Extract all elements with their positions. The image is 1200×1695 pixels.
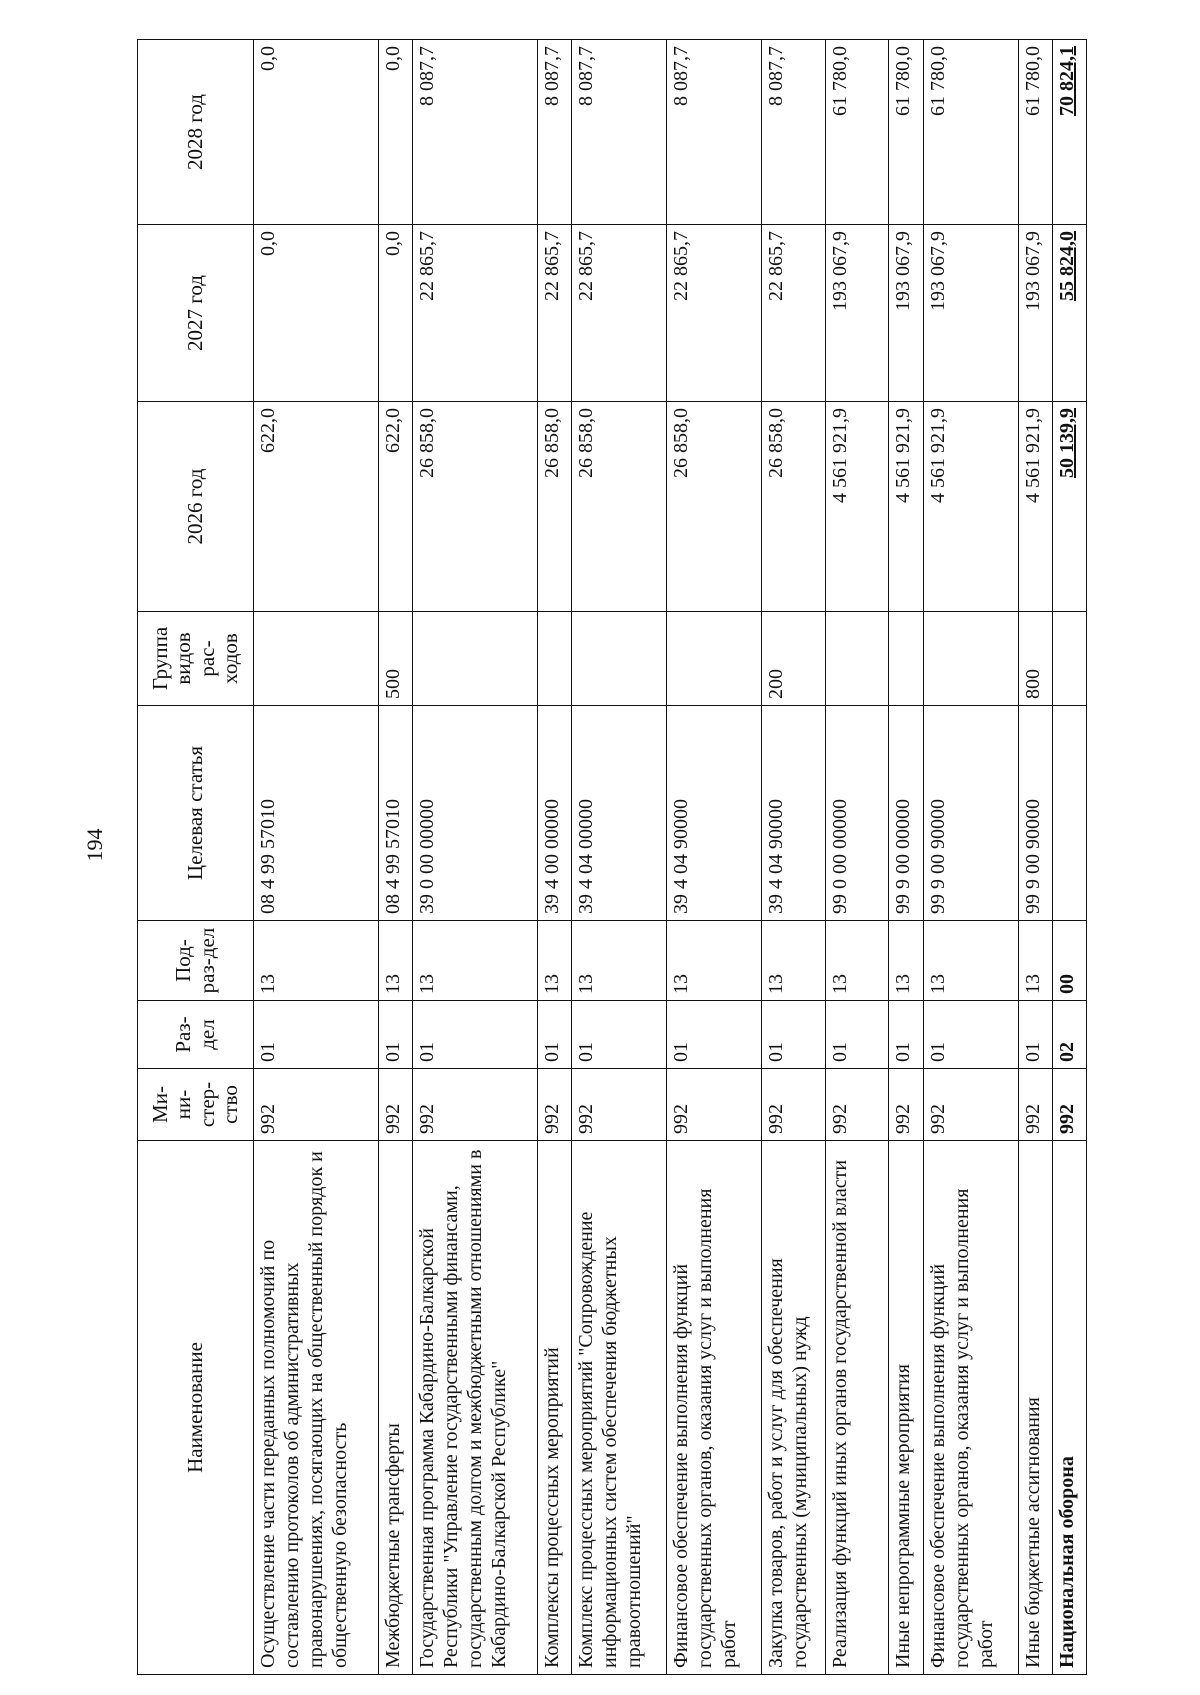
cell-section: 01: [254, 1001, 379, 1069]
cell-target: 39 0 00 00000: [412, 706, 537, 921]
cell-expense-group: [1052, 612, 1086, 706]
cell-subsection: 13: [889, 921, 923, 1001]
cell-name: Иные непрограммные мероприятия: [889, 1141, 923, 1675]
cell-name: Межбюджетные трансферты: [378, 1141, 412, 1675]
cell-subsection: 13: [923, 921, 1018, 1001]
cell-2027: 22 865,7: [762, 225, 826, 402]
cell-ministry: 992: [1052, 1069, 1086, 1141]
cell-name: Закупка товаров, работ и услуг для обеспечения государственных (муниципальных) нужд: [762, 1141, 826, 1675]
cell-2027: 193 067,9: [1018, 225, 1052, 402]
table-row: [825, 40, 889, 1675]
table-header-row: [138, 40, 254, 1675]
cell-ministry: 992: [1018, 1069, 1052, 1141]
cell-expense-group: [537, 612, 571, 706]
cell-ministry: 992: [537, 1069, 571, 1141]
cell-name: Реализация функций иных органов государственной власти: [825, 1141, 889, 1675]
cell-section: 01: [825, 1001, 889, 1069]
cell-2026: 26 858,0: [762, 402, 826, 612]
cell-2028: 8 087,7: [571, 40, 666, 225]
cell-section: 01: [571, 1001, 666, 1069]
cell-subsection: 13: [762, 921, 826, 1001]
cell-subsection: 13: [412, 921, 537, 1001]
cell-ministry: 992: [571, 1069, 666, 1141]
cell-section: 01: [537, 1001, 571, 1069]
cell-subsection: 13: [537, 921, 571, 1001]
cell-2026: 4 561 921,9: [889, 402, 923, 612]
cell-2027: 0,0: [254, 225, 379, 402]
table-row: [923, 40, 1018, 1675]
cell-expense-group: 800: [1018, 612, 1052, 706]
table-row: [571, 40, 666, 1675]
cell-2027: 22 865,7: [571, 225, 666, 402]
cell-name: Комплексы процессных мероприятий: [537, 1141, 571, 1675]
cell-2027: 22 865,7: [412, 225, 537, 402]
cell-target: 39 4 04 90000: [762, 706, 826, 921]
cell-2026: 622,0: [254, 402, 379, 612]
rotated-table-wrapper: [137, 40, 1087, 1675]
cell-2027: 193 067,9: [825, 225, 889, 402]
cell-2027: 193 067,9: [923, 225, 1018, 402]
budget-table: [137, 39, 1087, 1675]
cell-2027: 55 824,0: [1052, 225, 1086, 402]
header-expense-group: Группа видов рас-ходов: [138, 612, 254, 706]
cell-subsection: 13: [254, 921, 379, 1001]
cell-2028: 8 087,7: [537, 40, 571, 225]
cell-2026: 4 561 921,9: [825, 402, 889, 612]
cell-2026: 26 858,0: [667, 402, 762, 612]
cell-target: 39 4 00 00000: [537, 706, 571, 921]
cell-name: Государственная программа Кабардино-Балкарской Республики "Управление государственными финансами, государственным долгом и межбюджетными отношениями в Кабардино-Балкарской Республике": [412, 1141, 537, 1675]
total-row: [1052, 40, 1086, 1675]
cell-target: 08 4 99 57010: [378, 706, 412, 921]
cell-ministry: 992: [889, 1069, 923, 1141]
table-row: [1018, 40, 1052, 1675]
cell-target: [1052, 706, 1086, 921]
header-2026: 2026 год: [138, 402, 254, 612]
cell-name: Комплекс процессных мероприятий "Сопровождение информационных систем обеспечения бюджетных правоотношений": [571, 1141, 666, 1675]
cell-section: 01: [923, 1001, 1018, 1069]
cell-section: 02: [1052, 1001, 1086, 1069]
cell-2027: 22 865,7: [667, 225, 762, 402]
cell-name: Иные бюджетные ассигнования: [1018, 1141, 1052, 1675]
cell-name: Национальная оборона: [1052, 1141, 1086, 1675]
table-row: [412, 40, 537, 1675]
table-row: [537, 40, 571, 1675]
cell-expense-group: [825, 612, 889, 706]
cell-ministry: 992: [667, 1069, 762, 1141]
cell-2028: 8 087,7: [412, 40, 537, 225]
cell-2028: 61 780,0: [923, 40, 1018, 225]
cell-target: 08 4 99 57010: [254, 706, 379, 921]
cell-2028: 70 824,1: [1052, 40, 1086, 225]
header-subsection: Под-раз-дел: [138, 921, 254, 1001]
cell-target: 99 0 00 00000: [825, 706, 889, 921]
cell-expense-group: [254, 612, 379, 706]
cell-expense-group: [923, 612, 1018, 706]
cell-expense-group: [571, 612, 666, 706]
cell-subsection: 13: [667, 921, 762, 1001]
table-row: [378, 40, 412, 1675]
table-row: [762, 40, 826, 1675]
cell-subsection: 13: [1018, 921, 1052, 1001]
cell-2026: 50 139,9: [1052, 402, 1086, 612]
table-row: [667, 40, 762, 1675]
header-2028: 2028 год: [138, 40, 254, 225]
cell-ministry: 992: [923, 1069, 1018, 1141]
cell-2028: 61 780,0: [1018, 40, 1052, 225]
cell-target: 99 9 00 90000: [923, 706, 1018, 921]
cell-section: 01: [889, 1001, 923, 1069]
cell-expense-group: [667, 612, 762, 706]
cell-2027: 22 865,7: [537, 225, 571, 402]
cell-expense-group: [889, 612, 923, 706]
cell-2027: 193 067,9: [889, 225, 923, 402]
table-row: [889, 40, 923, 1675]
cell-2028: 0,0: [378, 40, 412, 225]
cell-2028: 61 780,0: [825, 40, 889, 225]
cell-2028: 8 087,7: [762, 40, 826, 225]
cell-name: Финансовое обеспечение выполнения функций государственных органов, оказания услуг и выполнения работ: [923, 1141, 1018, 1675]
cell-2028: 0,0: [254, 40, 379, 225]
cell-target: 99 9 00 90000: [1018, 706, 1052, 921]
header-target: Целевая статья: [138, 706, 254, 921]
cell-section: 01: [667, 1001, 762, 1069]
header-section: Раз-дел: [138, 1001, 254, 1069]
header-name: Наименование: [138, 1141, 254, 1675]
cell-ministry: 992: [378, 1069, 412, 1141]
cell-ministry: 992: [825, 1069, 889, 1141]
cell-target: 39 4 04 90000: [667, 706, 762, 921]
cell-ministry: 992: [254, 1069, 379, 1141]
cell-name: Финансовое обеспечение выполнения функций государственных органов, оказания услуг и выполнения работ: [667, 1141, 762, 1675]
header-2027: 2027 год: [138, 225, 254, 402]
cell-2026: 622,0: [378, 402, 412, 612]
cell-section: 01: [762, 1001, 826, 1069]
table-row: [254, 40, 379, 1675]
cell-2026: 26 858,0: [537, 402, 571, 612]
page-number: 194: [82, 828, 107, 862]
cell-2026: 26 858,0: [412, 402, 537, 612]
header-ministry: Ми-ни-стер-ство: [138, 1069, 254, 1141]
cell-2026: 26 858,0: [571, 402, 666, 612]
cell-subsection: 13: [571, 921, 666, 1001]
cell-expense-group: [412, 612, 537, 706]
cell-ministry: 992: [762, 1069, 826, 1141]
cell-target: 39 4 04 00000: [571, 706, 666, 921]
cell-subsection: 13: [825, 921, 889, 1001]
cell-expense-group: 200: [762, 612, 826, 706]
table-body: [254, 40, 1087, 1675]
cell-subsection: 13: [378, 921, 412, 1001]
cell-2026: 4 561 921,9: [1018, 402, 1052, 612]
cell-2027: 0,0: [378, 225, 412, 402]
cell-section: 01: [1018, 1001, 1052, 1069]
cell-2026: 4 561 921,9: [923, 402, 1018, 612]
cell-subsection: 00: [1052, 921, 1086, 1001]
cell-2028: 8 087,7: [667, 40, 762, 225]
cell-2028: 61 780,0: [889, 40, 923, 225]
cell-section: 01: [378, 1001, 412, 1069]
cell-ministry: 992: [412, 1069, 537, 1141]
cell-target: 99 9 00 00000: [889, 706, 923, 921]
cell-expense-group: 500: [378, 612, 412, 706]
cell-section: 01: [412, 1001, 537, 1069]
cell-name: Осуществление части переданных полномочий по составлению протоколов об административных правонарушениях, посягающих на общественный порядок и общественную безопасность: [254, 1141, 379, 1675]
